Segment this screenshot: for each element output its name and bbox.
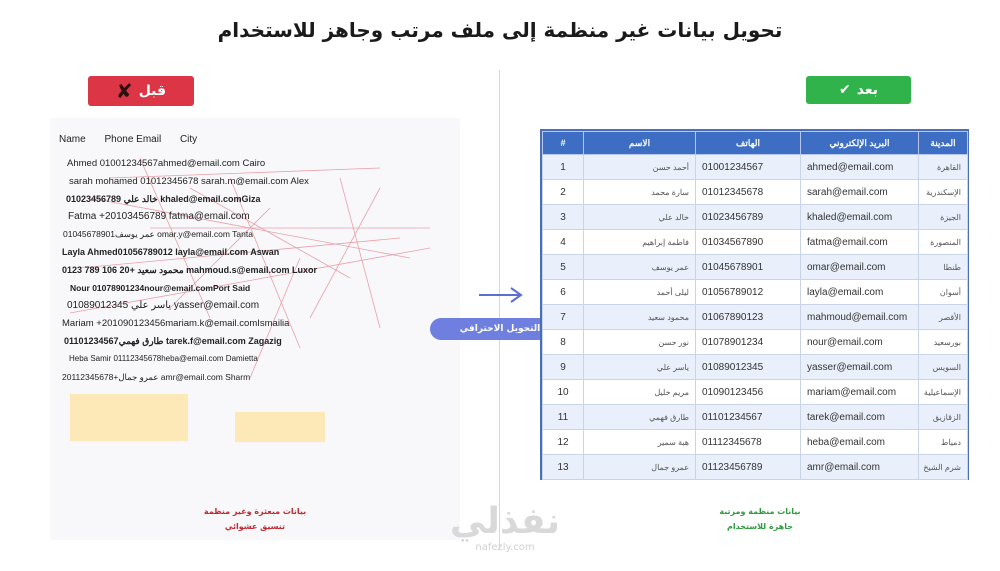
placeholder-block (235, 412, 325, 442)
messy-row: 0123 789 106 20+ محمود سعيد mahmoud.s@email.com Luxor (62, 265, 317, 275)
watermark-sub: nafezly.com (475, 542, 535, 553)
row-city: دمياط (919, 430, 968, 455)
row-email: yasser@email.com (801, 355, 919, 380)
row-city: الزقازيق (919, 405, 968, 430)
row-name: نور حسن (584, 330, 696, 355)
table-row (543, 355, 968, 380)
row-number: 6 (543, 280, 584, 305)
row-number: 2 (543, 180, 584, 205)
row-phone: 01012345678 (696, 180, 801, 205)
table-row (543, 405, 968, 430)
messy-header-phone-email: Phone Email (104, 134, 162, 145)
arrow-right-icon (477, 286, 525, 304)
row-name: سارة محمد (584, 180, 696, 205)
table-row (543, 205, 968, 230)
table-row (543, 380, 968, 405)
row-city: الإسماعيلية (919, 380, 968, 405)
row-city: الإسكندرية (919, 180, 968, 205)
row-name: طارق فهمي (584, 405, 696, 430)
messy-row: 20112345678+عمرو جمال amr@email.com Sharm (62, 372, 251, 382)
row-number: 12 (543, 430, 584, 455)
row-name: خالد علي (584, 205, 696, 230)
row-phone: 01078901234 (696, 330, 801, 355)
row-number: 10 (543, 380, 584, 405)
row-number: 7 (543, 305, 584, 330)
page-title: تحويل بيانات غير منظمة إلى ملف مرتب وجاهز للاستخدام (217, 18, 783, 42)
messy-row: sarah mohamed 01012345678 sarah.m@email.com Alex (69, 176, 309, 187)
messy-data-panel (50, 118, 460, 540)
messy-row: 01023456789 خالد علي khaled@email.comGiza (66, 194, 261, 204)
messy-header-name: Name (59, 134, 86, 145)
row-phone: 01056789012 (696, 280, 801, 305)
before-caption (50, 504, 460, 534)
row-email: khaled@email.com (801, 205, 919, 230)
messy-row: 01101234567طارق فهمي tarek.f@email.com Zagazig (64, 336, 282, 346)
row-number: 3 (543, 205, 584, 230)
transform-button[interactable]: التحويل الاحترافي (430, 318, 570, 340)
row-email: layla@email.com (801, 280, 919, 305)
row-email: tarek@email.com (801, 405, 919, 430)
row-city: المنصورة (919, 230, 968, 255)
col-header-number: # (543, 132, 584, 155)
after-caption-line2: جاهزة للاستخدام (726, 522, 793, 531)
messy-row: Fatma +20103456789 fatma@email.com (68, 211, 250, 222)
row-number: 8 (543, 330, 584, 355)
row-name: ياسر علي (584, 355, 696, 380)
table-row (543, 430, 968, 455)
messy-row: Layla Ahmed01056789012 layla@email.com Aswan (62, 247, 280, 257)
row-email: amr@email.com (801, 455, 919, 480)
col-header-phone: الهاتف (696, 132, 801, 155)
after-caption (680, 504, 840, 534)
row-city: بورسعيد (919, 330, 968, 355)
row-name: أحمد حسن (584, 155, 696, 180)
messy-row: Nour 01078901234nour@email.comPort Said (70, 283, 251, 293)
table-row (543, 230, 968, 255)
check-icon: ✔ (839, 82, 851, 98)
messy-header-city: City (179, 134, 198, 145)
clean-table-wrapper (540, 129, 969, 480)
row-phone: 01123456789 (696, 455, 801, 480)
row-email: mariam@email.com (801, 380, 919, 405)
row-number: 4 (543, 230, 584, 255)
table-row (543, 180, 968, 205)
row-email: heba@email.com (801, 430, 919, 455)
row-name: محمود سعيد (584, 305, 696, 330)
row-city: شرم الشيخ (919, 455, 968, 480)
table-header-row (543, 132, 968, 155)
row-number: 5 (543, 255, 584, 280)
row-email: omar@email.com (801, 255, 919, 280)
row-name: مريم خليل (584, 380, 696, 405)
row-city: أسوان (919, 280, 968, 305)
row-city: طنطا (919, 255, 968, 280)
before-label: قبل (138, 83, 167, 99)
row-phone: 01045678901 (696, 255, 801, 280)
col-header-email: البريد الإلكتروني (801, 132, 919, 155)
clean-data-table (542, 131, 968, 480)
row-phone: 01001234567 (696, 155, 801, 180)
row-number: 13 (543, 455, 584, 480)
row-name: عمر يوسف (584, 255, 696, 280)
before-caption-line1: بيانات مبعثرة وغير منظمة (203, 507, 307, 516)
table-row (543, 305, 968, 330)
before-caption-line2: تنسيق عشوائي (224, 522, 286, 531)
row-email: nour@email.com (801, 330, 919, 355)
row-number: 9 (543, 355, 584, 380)
row-number: 1 (543, 155, 584, 180)
row-city: القاهرة (919, 155, 968, 180)
center-divider (499, 70, 500, 550)
row-phone: 01067890123 (696, 305, 801, 330)
row-phone: 01089012345 (696, 355, 801, 380)
before-badge (88, 76, 194, 106)
row-phone: 01023456789 (696, 205, 801, 230)
after-label: بعد (856, 82, 878, 98)
messy-row: Ahmed 01001234567ahmed@email.com Cairo (67, 158, 266, 169)
row-email: ahmed@email.com (801, 155, 919, 180)
placeholder-block (70, 394, 188, 441)
row-phone: 01112345678 (696, 430, 801, 455)
row-name: فاطمة إبراهيم (584, 230, 696, 255)
table-row (543, 280, 968, 305)
row-name: ليلى أحمد (584, 280, 696, 305)
table-row (543, 255, 968, 280)
row-phone: 01034567890 (696, 230, 801, 255)
row-phone: 01090123456 (696, 380, 801, 405)
after-caption-line1: بيانات منظمة ومرتبة (719, 507, 801, 516)
row-name: هبة سمير (584, 430, 696, 455)
row-number: 11 (543, 405, 584, 430)
row-email: mahmoud@email.com (801, 305, 919, 330)
watermark-main: نفذلي (449, 501, 561, 542)
table-row (543, 455, 968, 480)
table-row (543, 330, 968, 355)
row-email: sarah@email.com (801, 180, 919, 205)
row-city: السويس (919, 355, 968, 380)
table-row (543, 155, 968, 180)
row-email: fatma@email.com (801, 230, 919, 255)
row-city: الجيزة (919, 205, 968, 230)
after-badge (806, 76, 911, 104)
col-header-city: المدينة (919, 132, 968, 155)
row-city: الأقصر (919, 305, 968, 330)
watermark-logo (440, 502, 570, 554)
col-header-name: الاسم (584, 132, 696, 155)
messy-row: Heba Samir 01112345678heba@email.com Damietta (69, 354, 258, 363)
messy-row: 01089012345 ياسر علي yasser@email.com (67, 300, 260, 311)
x-icon: ✘ (115, 79, 133, 103)
row-name: عمرو جمال (584, 455, 696, 480)
row-phone: 01101234567 (696, 405, 801, 430)
messy-row: Mariam +201090123456mariam.k@email.comIsmailia (62, 318, 290, 329)
messy-row: 01045678901عمر يوسف omar.y@email.com Tanta (63, 229, 253, 239)
